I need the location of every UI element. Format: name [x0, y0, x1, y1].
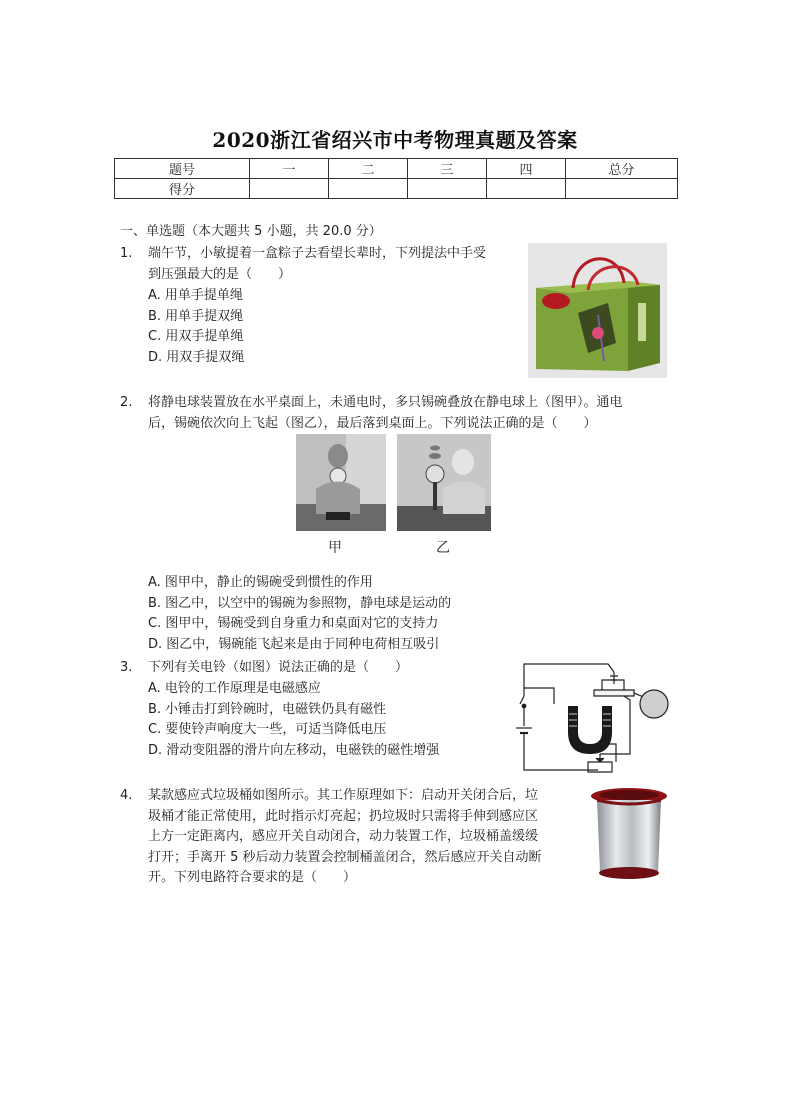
score-header-cell: 二 — [329, 159, 408, 179]
question-text — [148, 658, 408, 679]
question-text — [148, 244, 486, 285]
option-d: D. 图乙中，锡碗能飞起来是由于同种电荷相互吸引 — [148, 636, 440, 652]
score-header-cell: 三 — [408, 159, 487, 179]
electric-bell-circuit-diagram — [506, 658, 672, 776]
option-list — [148, 679, 439, 761]
question-line: 打开；手离开 5 秒后动力装置会控制桶盖闭合，然后感应开关自动断 — [148, 849, 542, 865]
score-cell — [408, 179, 487, 199]
question-number: 4. — [120, 788, 133, 803]
option-b: B. 用单手提双绳 — [148, 308, 244, 324]
score-table — [114, 158, 678, 199]
question-number: 1. — [120, 246, 133, 261]
question-line: 下列有关电铃（如图）说法正确的是（ ） — [148, 660, 409, 675]
question-line: 将静电球装置放在水平桌面上，未通电时，多只锡碗叠放在静电球上（图甲）。通电 — [148, 395, 623, 410]
caption-jia: 甲 — [328, 540, 342, 556]
question-line: 某款感应式垃圾桶如图所示。其工作原理如下：启动开关闭合后，垃 — [148, 788, 539, 803]
question-text — [148, 786, 542, 889]
question-line: 后，锡碗依次向上飞起（图乙），最后落到桌面上。下列说法正确的是（ ） — [148, 415, 597, 431]
question-line: 到压强最大的是（ ） — [148, 266, 292, 282]
score-header-cell: 总分 — [566, 159, 678, 179]
zongzi-box-image — [528, 243, 667, 378]
question-line: 圾桶才能正常使用，此时指示灯亮起；扔垃圾时只需将手伸到感应区 — [148, 808, 539, 824]
option-c: C. 图甲中，锡碗受到自身重力和桌面对它的支持力 — [148, 616, 439, 631]
question-line: 开。下列电路符合要求的是（ ） — [148, 870, 357, 885]
option-c: C. 要使铃声响度大一些，可适当降低电压 — [148, 722, 387, 737]
score-cell — [250, 179, 329, 199]
score-header-cell: 一 — [250, 159, 329, 179]
question-line: 端午节，小敏提着一盒粽子去看望长辈时，下列提法中手受 — [148, 246, 487, 261]
option-list — [148, 573, 451, 655]
score-cell — [487, 179, 566, 199]
score-table-header-row — [115, 159, 678, 179]
option-c: C. 用双手提单绳 — [148, 329, 244, 344]
section-heading: 一、单选题（本大题共 5 小题，共 20.0 分） — [120, 224, 382, 239]
option-d: D. 用双手提双绳 — [148, 349, 245, 365]
page-title: 2020浙江省绍兴市中考物理真题及答案 — [212, 128, 578, 152]
option-a: A. 用单手提单绳 — [148, 288, 243, 303]
caption-yi: 乙 — [436, 540, 450, 556]
option-a: A. 图甲中，静止的锡碗受到惯性的作用 — [148, 575, 373, 590]
score-cell — [566, 179, 678, 199]
sensor-trash-bin-image — [588, 786, 670, 882]
photo-yi — [397, 434, 491, 531]
question-line: 上方一定距离内，感应开关自动闭合，动力装置工作，垃圾桶盖缓缓 — [148, 829, 539, 844]
question-number: 3. — [120, 660, 133, 675]
score-table-row — [115, 179, 678, 199]
question-number: 2. — [120, 395, 133, 410]
question-text — [148, 393, 623, 434]
option-d: D. 滑动变阻器的滑片向左移动，电磁铁的磁性增强 — [148, 742, 440, 758]
score-header-cell: 四 — [487, 159, 566, 179]
photo-jia — [296, 434, 386, 531]
option-b: B. 图乙中，以空中的锡碗为参照物，静电球是运动的 — [148, 595, 452, 611]
score-cell — [329, 179, 408, 199]
option-a: A. 电铃的工作原理是电磁感应 — [148, 681, 321, 696]
score-cell: 得分 — [115, 179, 250, 199]
score-header-cell: 题号 — [115, 159, 250, 179]
option-b: B. 小锤击打到铃碗时，电磁铁仍具有磁性 — [148, 701, 387, 717]
option-list — [148, 286, 244, 368]
